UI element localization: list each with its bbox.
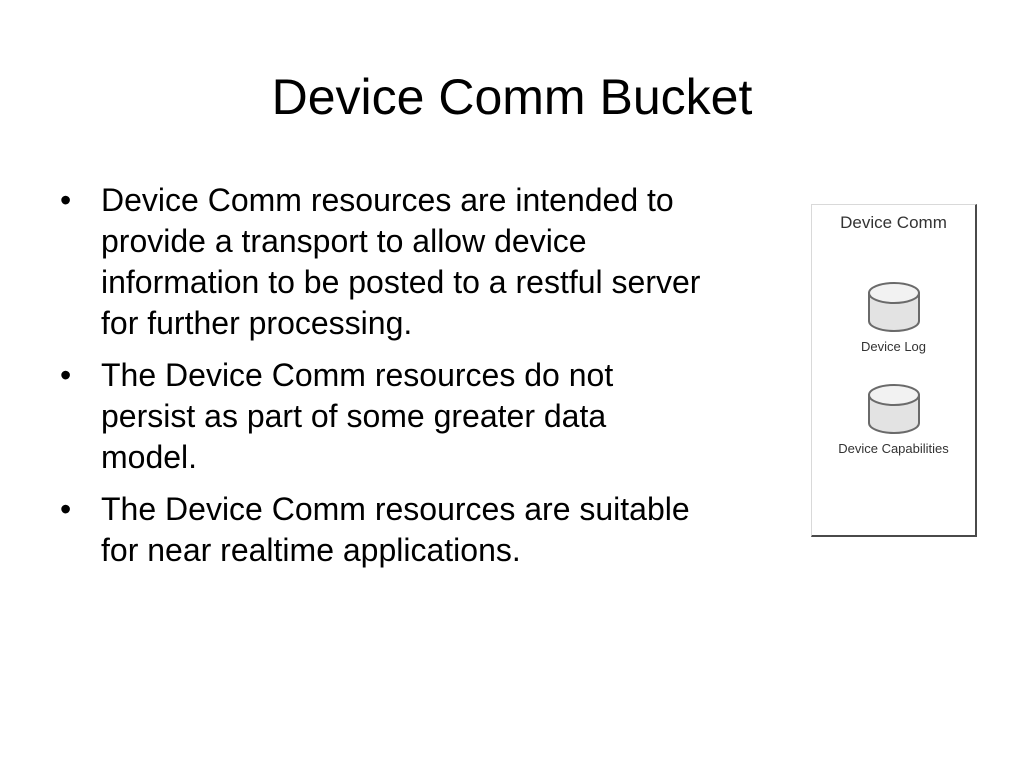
slide-title: Device Comm Bucket xyxy=(271,69,753,125)
bullet-item xyxy=(60,180,710,344)
database-cylinder-icon xyxy=(866,383,922,437)
bullet-dot-icon: • xyxy=(60,491,72,527)
database-cylinder-icon xyxy=(866,281,922,335)
diagram-title: Device Comm xyxy=(840,213,947,232)
device-log-resource xyxy=(812,281,975,354)
device-capabilities-label: Device Capabilities xyxy=(838,441,949,456)
device-log-label: Device Log xyxy=(860,339,927,354)
device-capabilities-resource xyxy=(812,383,975,456)
bullet-text: The Device Comm resources do not persist as part of some greater data model. xyxy=(101,357,614,475)
bullet-dot-icon: • xyxy=(60,182,72,218)
bullet-dot-icon: • xyxy=(60,357,72,393)
bullet-text: Device Comm resources are intended to provide a transport to allow device information to be posted to a restful server for further processing. xyxy=(101,182,701,341)
bullet-list xyxy=(60,180,710,582)
bullet-item xyxy=(60,355,710,478)
bullet-text: The Device Comm resources are suitable for near realtime applications. xyxy=(101,491,690,568)
bullet-item xyxy=(60,489,710,571)
device-comm-diagram xyxy=(811,204,977,537)
